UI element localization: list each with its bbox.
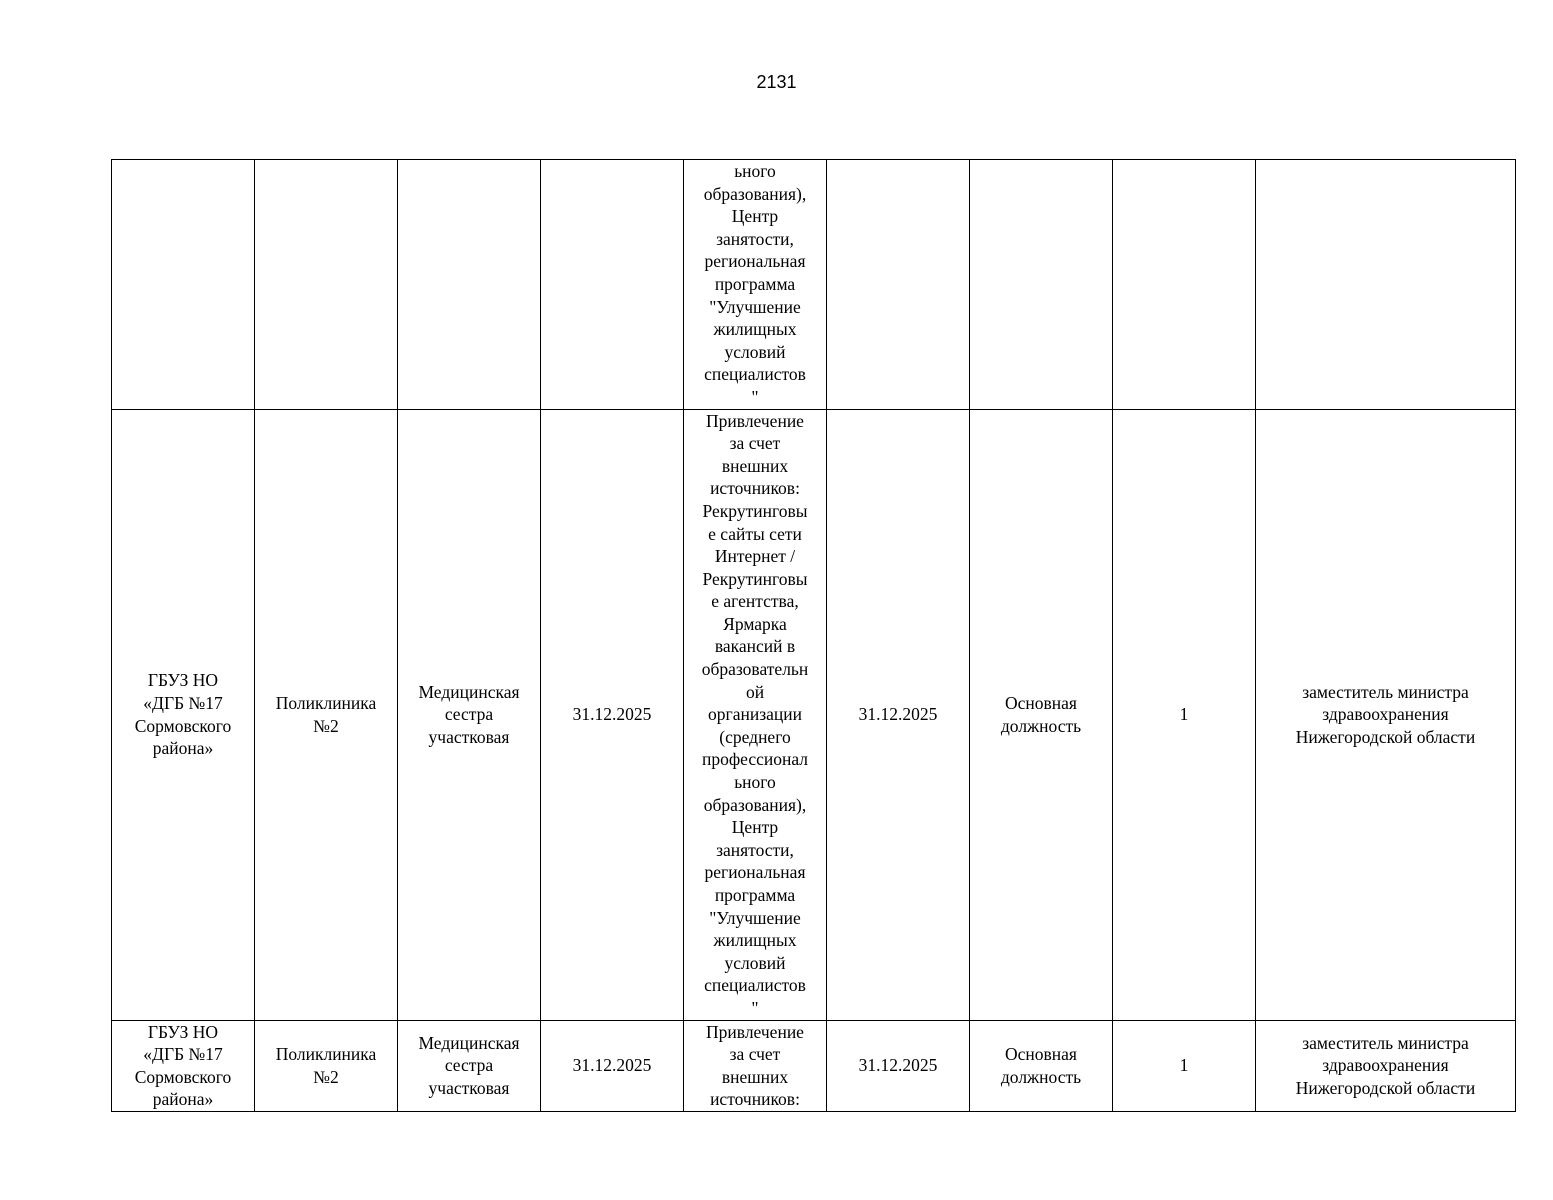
count-cell xyxy=(1113,160,1256,410)
sources-cell: Привлечение за счет внешних источников: Рекрутинговы е сайты сети Интернет / Рекрутинговы е агентства, Ярмарка вакансий в образовательн ой организации (среднего профессионал ьного образования), Центр занятости, региональная программа "Улучшение жилищных условий специалистов " xyxy=(684,409,827,1020)
type-cell: Основная должность xyxy=(970,1020,1113,1111)
type-cell xyxy=(970,160,1113,410)
date-cell: 31.12.2025 xyxy=(827,1020,970,1111)
table-row xyxy=(112,409,1516,1020)
position-cell: Медицинская сестра участковая xyxy=(398,1020,541,1111)
org-cell: ГБУЗ НО «ДГБ №17 Сормовского района» xyxy=(112,409,255,1020)
count-cell: 1 xyxy=(1113,409,1256,1020)
org-cell: ГБУЗ НО «ДГБ №17 Сормовского района» xyxy=(112,1020,255,1111)
responsible-cell xyxy=(1256,160,1516,410)
date-cell: 31.12.2025 xyxy=(827,409,970,1020)
sources-cell: ьного образования), Центр занятости, региональная программа "Улучшение жилищных условий специалистов " xyxy=(684,160,827,410)
type-cell: Основная должность xyxy=(970,409,1113,1020)
date-cell xyxy=(541,160,684,410)
org-cell xyxy=(112,160,255,410)
table-row xyxy=(112,1020,1516,1111)
sources-cell: Привлечение за счет внешних источников: xyxy=(684,1020,827,1111)
responsible-cell: заместитель министра здравоохранения Нижегородской области xyxy=(1256,409,1516,1020)
page-number: 2131 xyxy=(756,72,797,92)
position-cell xyxy=(398,160,541,410)
position-cell: Медицинская сестра участковая xyxy=(398,409,541,1020)
date-cell: 31.12.2025 xyxy=(541,409,684,1020)
count-cell: 1 xyxy=(1113,1020,1256,1111)
dept-cell xyxy=(255,160,398,410)
table-row xyxy=(112,160,1516,410)
date-cell xyxy=(827,160,970,410)
date-cell: 31.12.2025 xyxy=(541,1020,684,1111)
dept-cell: Поликлиника №2 xyxy=(255,1020,398,1111)
dept-cell: Поликлиника №2 xyxy=(255,409,398,1020)
vacancy-table xyxy=(111,159,1516,1112)
responsible-cell: заместитель министра здравоохранения Нижегородской области xyxy=(1256,1020,1516,1111)
